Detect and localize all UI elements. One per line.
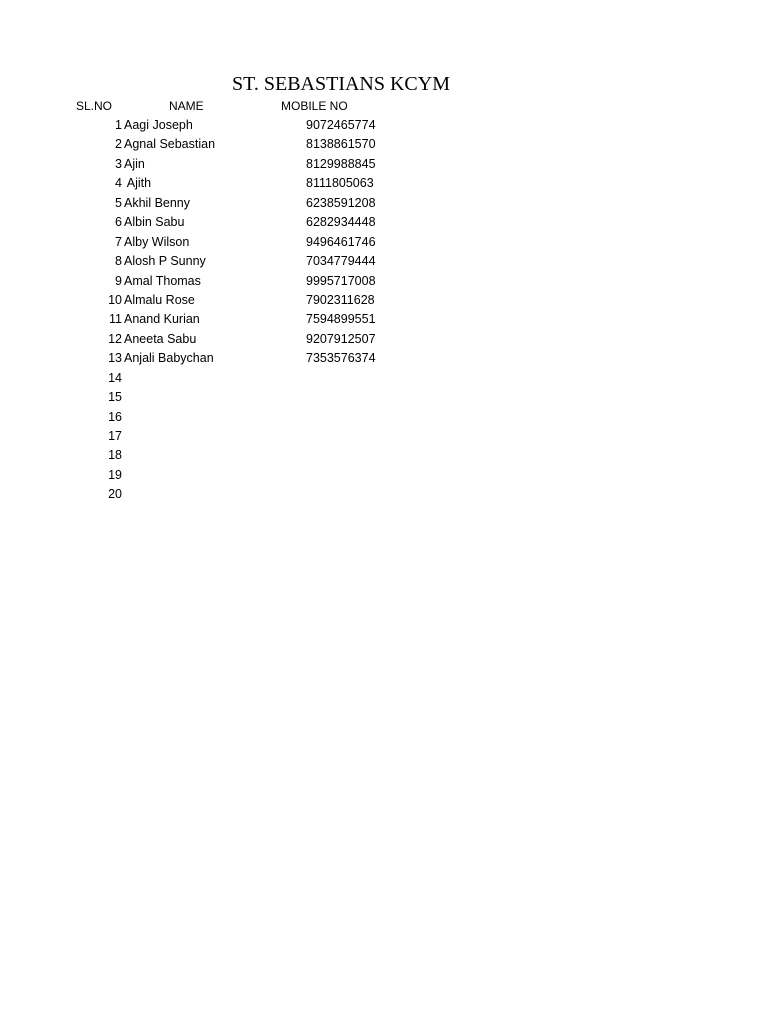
table-row	[0, 446, 768, 465]
row-sl-no: 16	[108, 409, 122, 424]
table-row	[0, 427, 768, 446]
row-sl-no: 19	[108, 467, 122, 482]
table-row	[0, 116, 768, 135]
row-mobile: 9496461746	[306, 234, 376, 249]
row-mobile: 9995717008	[306, 273, 376, 288]
row-sl-no: 4	[115, 176, 122, 191]
row-sl-no: 14	[108, 370, 122, 385]
row-name: Aagi Joseph	[124, 118, 193, 132]
column-header-mobile: MOBILE NO	[281, 99, 348, 113]
row-mobile: 6282934448	[306, 215, 376, 230]
table-row	[0, 213, 768, 232]
row-mobile: 8111805063	[306, 176, 374, 191]
table-row	[0, 330, 768, 349]
row-name: Alosh P Sunny	[124, 254, 206, 269]
row-sl-no: 20	[108, 487, 122, 502]
row-name: Akhil Benny	[124, 195, 191, 210]
row-sl-no: 3	[115, 156, 122, 171]
row-name: Agnal Sebastian	[124, 137, 216, 152]
row-sl-no: 11	[109, 312, 122, 327]
table-row	[0, 194, 768, 213]
column-header-name: NAME	[169, 99, 204, 113]
row-name: Anand Kurian	[124, 312, 200, 327]
row-sl-no: 6	[115, 215, 122, 230]
document-title: ST. SEBASTIANS KCYM	[232, 73, 450, 95]
row-sl-no: 5	[115, 195, 122, 210]
table-row	[0, 485, 768, 504]
row-mobile: 9072465774	[306, 118, 376, 132]
table-row	[0, 135, 768, 154]
row-name: Anjali Babychan	[124, 351, 214, 366]
row-name: Albin Sabu	[124, 215, 185, 230]
table-row	[0, 369, 768, 388]
row-sl-no: 18	[108, 448, 122, 463]
row-sl-no: 17	[108, 429, 122, 443]
row-sl-no: 1	[115, 118, 122, 132]
row-name: Aneeta Sabu	[124, 331, 197, 346]
row-mobile: 7902311628	[306, 292, 375, 307]
row-name: Alby Wilson	[124, 234, 190, 249]
table-row	[0, 252, 768, 271]
row-name: Almalu Rose	[124, 292, 195, 307]
table-row	[0, 233, 768, 252]
row-mobile: 8138861570	[306, 137, 376, 152]
row-mobile: 7353576374	[306, 351, 376, 366]
table-row	[0, 174, 768, 193]
member-list	[0, 116, 768, 505]
table-row	[0, 272, 768, 291]
row-mobile: 7034779444	[306, 254, 376, 269]
row-sl-no: 10	[108, 292, 122, 307]
table-row	[0, 310, 768, 329]
table-row	[0, 408, 768, 427]
row-name: Ajin	[124, 156, 145, 171]
column-header-sl-no: SL.NO	[76, 99, 113, 113]
row-mobile: 6238591208	[306, 195, 376, 210]
row-mobile: 7594899551	[306, 312, 376, 327]
table-row	[0, 388, 768, 407]
row-name: Amal Thomas	[124, 273, 201, 288]
table-row	[0, 466, 768, 485]
row-sl-no: 12	[108, 331, 122, 346]
row-sl-no: 2	[115, 137, 122, 152]
table-row	[0, 291, 768, 310]
table-row	[0, 349, 768, 368]
table-row	[0, 155, 768, 174]
row-sl-no: 15	[108, 390, 122, 405]
row-mobile: 9207912507	[306, 331, 376, 346]
row-sl-no: 8	[115, 254, 122, 269]
row-sl-no: 7	[115, 234, 122, 249]
row-name: Ajith	[124, 176, 152, 191]
row-mobile: 8129988845	[306, 156, 376, 171]
row-sl-no: 9	[115, 273, 122, 288]
row-sl-no: 13	[108, 351, 122, 366]
